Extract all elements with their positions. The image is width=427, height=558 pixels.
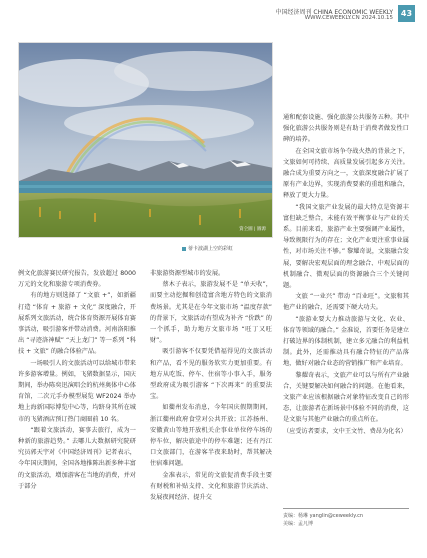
paragraph: “跟着文旅活动，赛事去旅行，成为一种新的旅游趋势。” 去哪儿大数据研究院研究员郭天宇对《中国经济周刊》记者表示，今年国庆期间，全国各地推陈出新多种丰富的文旅活动，增加游客在当地的消费，并对于部分 bbox=[18, 426, 136, 490]
author-note: （应受访者要求，文中王文竹、费昂为化名） bbox=[283, 427, 407, 435]
landscape-illustration bbox=[19, 43, 273, 238]
paragraph: 文旅 “一业兴” 带动 “百业旺”。文旅和其他产业的融合，还需要下硬大功夫。 bbox=[283, 293, 409, 312]
footer-divider bbox=[283, 508, 409, 509]
paragraph: 有的地方则选择了 “文旅 +”，如新疆打造 “体育 + 旅游 + 文化” 深度融合，开展系列文旅活动，统合体育资源开展体育赛事活动，吸引游客并带动消费。河南洛阳推出 “寻迹洛神赋” “天上龙门” 等一系列 “科技 + 文旅” 的融合体验产品。 bbox=[18, 292, 136, 356]
text-column-3 bbox=[283, 112, 409, 437]
designer-credit: 美编：孟凡博 bbox=[283, 521, 314, 527]
paragraph: 黎耀奇表示，文旅产业可以与所有产业融合，关键要解决如何融合的问题。在他看来，文旅产业应该根据融合对象特征改变自己的形态，让旅游者在新场景中体验不同的消费，这是文旅与其他产业融合的重点所在。 bbox=[283, 371, 409, 424]
paragraph: “我国文旅产业发展的最大特点是资源丰富但缺乏整合，未能有效平衡事业与产业的关系。目前来看，旅游产业主要强调产业属性，导致规限行为的存在；文化产业更注重事业属性，对市场关注不够。” 黎耀奇说，文旅融合发展，要解决宏观层面的理念融合、中观层面的机制融合、微观层面的资源融合三个关键问题。 bbox=[283, 203, 409, 290]
lake-rainbow-photo bbox=[18, 42, 273, 238]
magazine-website-date: WWW.CEWEEKLY.CN 2024.10.15 bbox=[304, 15, 393, 21]
text-column-2 bbox=[150, 268, 272, 503]
photo-credit: 資仝圖 | 圖源 bbox=[239, 227, 266, 232]
photo-caption-text: 蒂卡波湖上空的彩虹 bbox=[188, 246, 234, 252]
paragraph: “旅游业要大力推动旅游与文化、农业、体育等领域的融合。” 金准说，首要任务是建立打破边界的体制机制，建立多元融合的利益机制。此外，还需推动具有融合特征的产品落地，做好对融合业态的营销推广和产业培育。 bbox=[283, 315, 409, 368]
paragraph: 吸引游客不仅要凭借福得见的文旅活动和产品，看不见的服务软实力更加重要。有地方从吃饭、停车、住宿等小事入手，服务型政府成为吸引游客 “下次再来” 的重要法宝。 bbox=[150, 348, 272, 401]
paragraph: 金准表示，常见的文旅促消费手段主要有财税和补贴支持、文化和旅游节庆活动、发展夜间经济、提升交 bbox=[150, 471, 272, 502]
photo-caption bbox=[182, 245, 233, 252]
editor-credits bbox=[283, 512, 409, 528]
paragraph: 通和配套设施、强化旅游公共服务五种。其中强化旅游公共服务则是有助于消费者做发性口碑的培养。 bbox=[283, 114, 409, 144]
paragraph: 如衢州发布消息，今年国庆假期期间，浙江衢州政府食堂对公共开放；江苏扬州、安徽黄山等地开放机关企事业单位停车场的停车位，解决旅途中的停车难题；还有丹江口文旅部门，在游客半夜来助时，帮其解决住宿难问题。 bbox=[150, 404, 272, 468]
page-number-badge: 43 bbox=[398, 5, 415, 22]
paragraph: 非旅游资源型城市的发展。 bbox=[150, 270, 225, 277]
paragraph: 在全国文旅市场争夺战火热的背景之下，文旅如何可持续、高质量发展引起多方关注。融合成为重要方向之一，文旅深度融合扩展了原有产业边界，实现消费要素的重组和融合，释放了更大力量。 bbox=[283, 147, 409, 200]
paragraph: 例文化旅游赛民研究报告，发放超过 8000 万元的文化和旅游专项消费券。 bbox=[18, 270, 136, 289]
magazine-name: 中国经济周刊 CHINA ECONOMIC WEEKLY bbox=[275, 9, 393, 16]
paragraph: 蔡木子表示，旅游发展不是 “单天收”，而要主动挖掘和创造富含地方特色的文旅消费场景。尤其是在今年文旅市场 “温度存款” 的背景下，文旅活动有望成为补齐 “价跌” 的一个抓手，助力地方文旅市场 “旺丁又旺财”。 bbox=[150, 281, 272, 345]
editor-credit: 责编：杨琳 yanglin@ceweekly.cn bbox=[283, 513, 364, 519]
page-header bbox=[0, 0, 427, 40]
caption-marker-icon bbox=[182, 247, 186, 251]
text-column-1 bbox=[18, 268, 136, 492]
paragraph: 一场吸引人的文旅活动可以给城市带来许多游客增量。例如，飞猪数据显示，国庆期间，举办陈奕迅演唱会的杭州奥体中心体育馆，二次元手办模型展览 WF2024 举办地上海新国际博览中心等，均跻身其所在城市的飞猪酒店预订热门商圈前 10 名。 bbox=[18, 359, 136, 423]
